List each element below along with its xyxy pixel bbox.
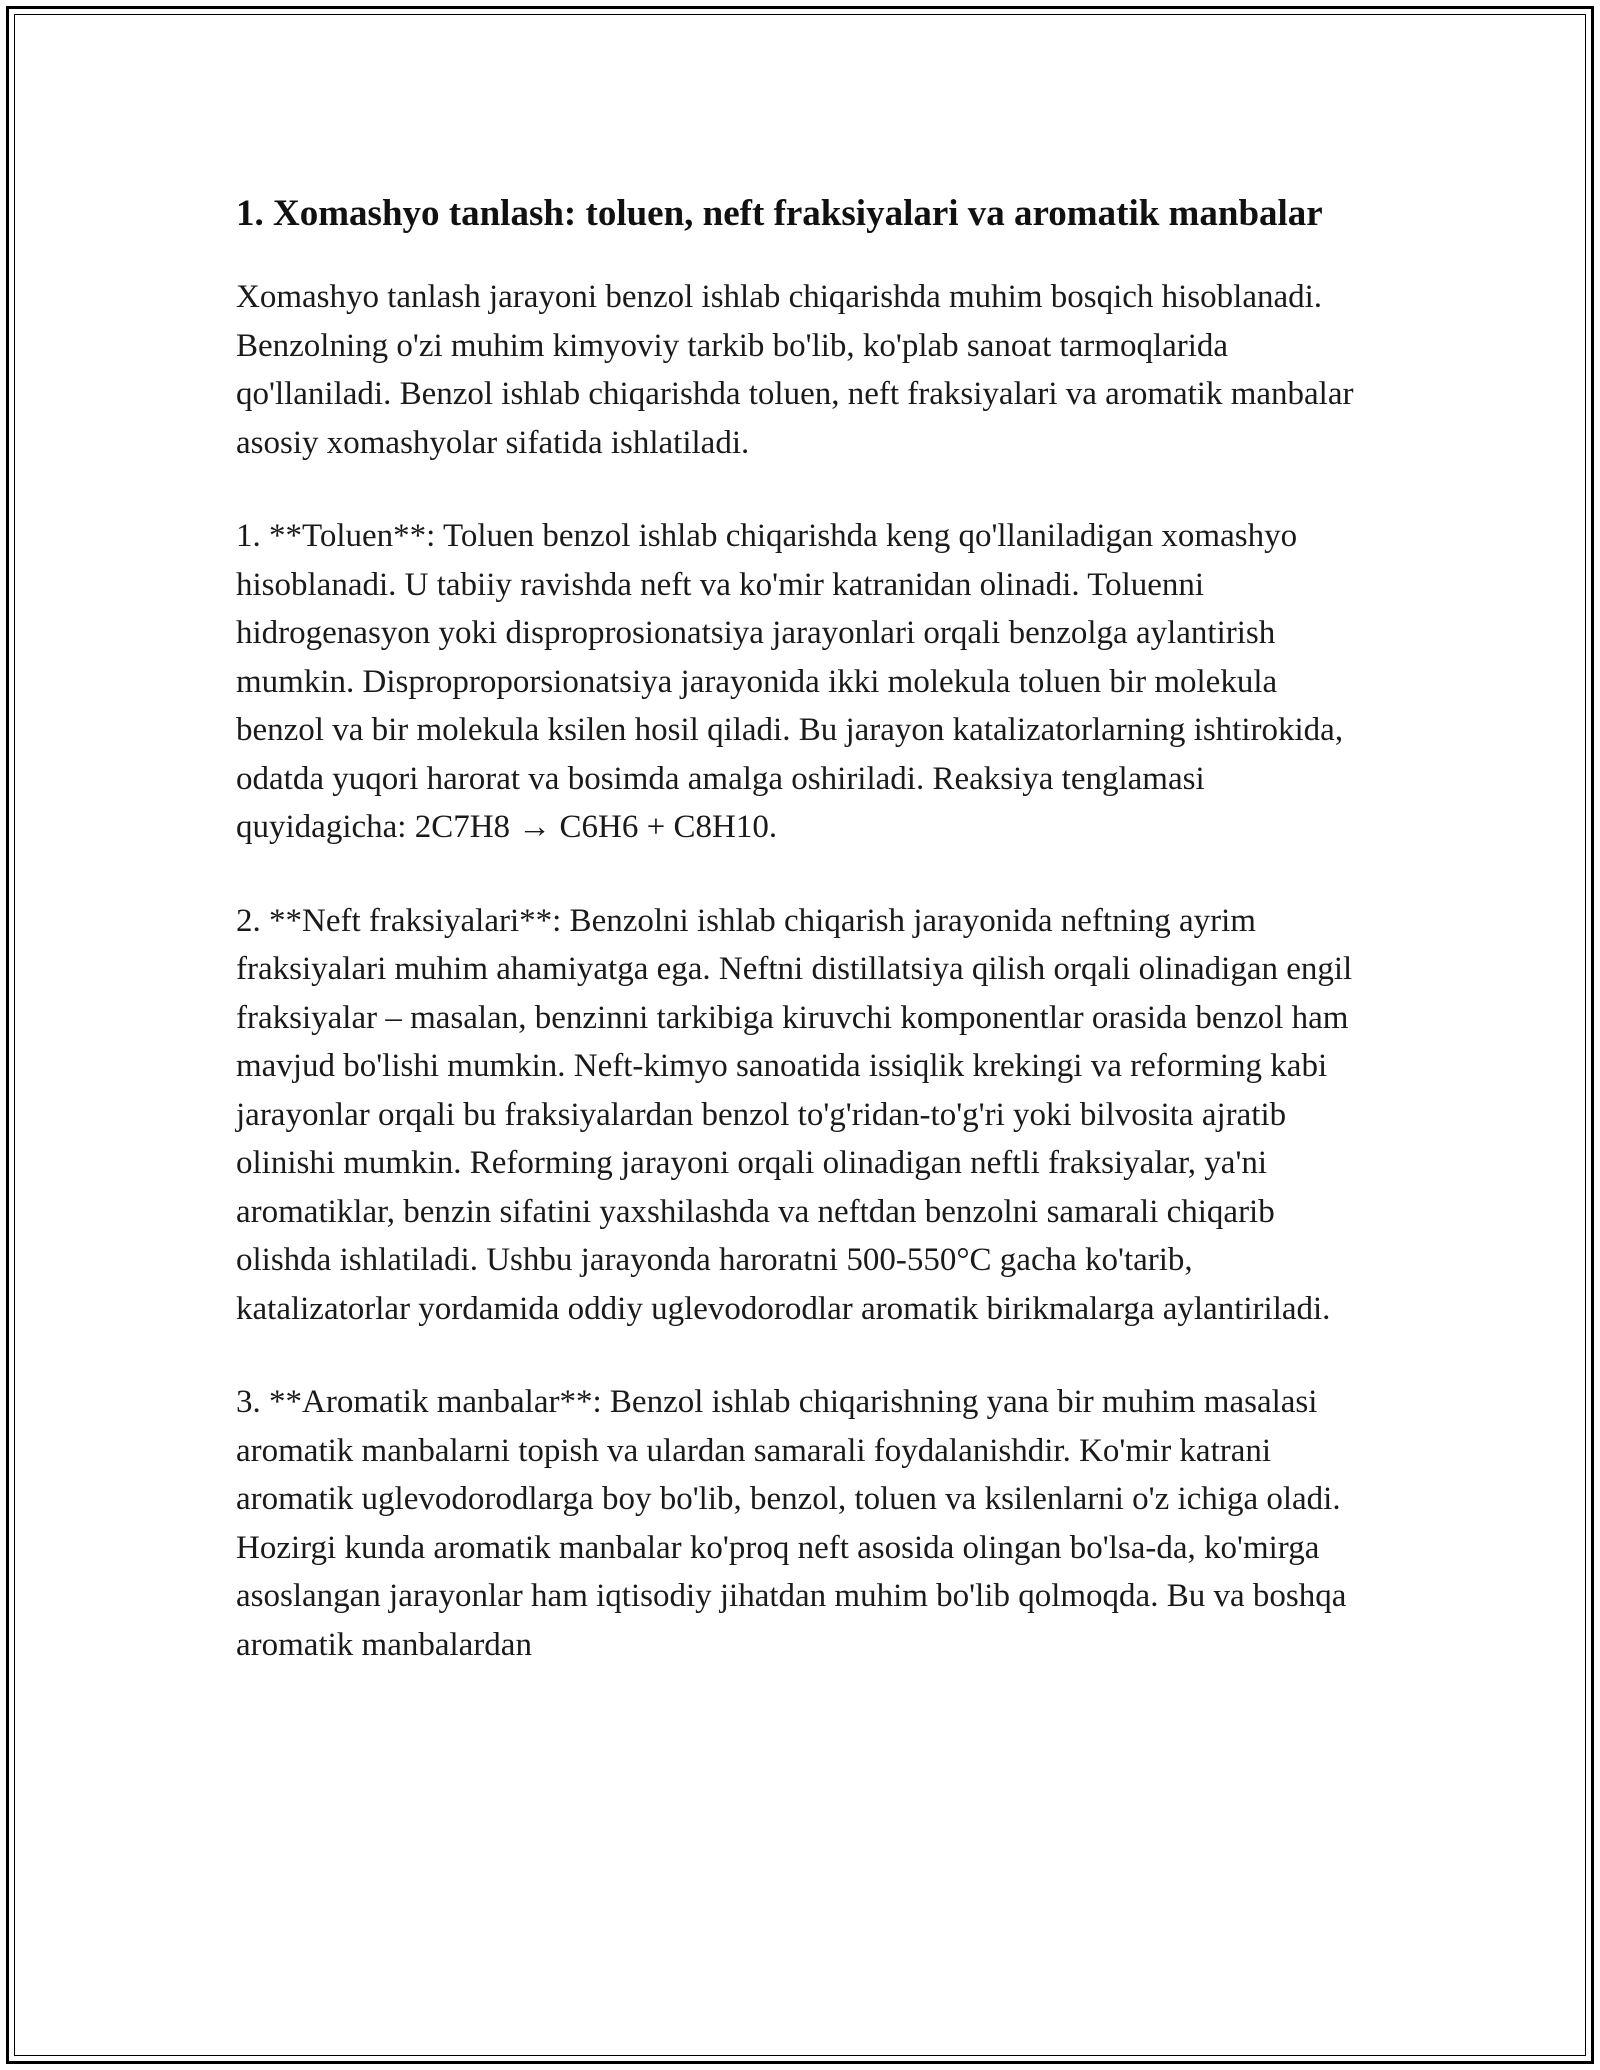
- toluen-paragraph: 1. **Toluen**: Toluen benzol ishlab chiqarishda keng qo'llaniladigan xomashyo hisoblanadi. U tabiiy ravishda neft va ko'mir katranidan olinadi. Toluenni hidrogenasyon yoki disproprosionatsiya jarayonlari orqali benzolga aylantirish mumkin. Disproproporsionatsiya jarayonida ikki molekula toluen bir molekula benzol va bir molekula ksilen hosil qiladi. Bu jarayon katalizatorlarning ishtirokida, odatda yuqori harorat va bosimda amalga oshiriladi. Reaksiya tenglamasi quyidagicha: 2C7H8 → C6H6 + C8H10.: [236, 518, 1344, 845]
- section-heading: 1. Xomashyo tanlash: toluen, neft fraksiyalari va aromatik manbalar: [236, 193, 1323, 234]
- neft-fraksiyalari-paragraph: 2. **Neft fraksiyalari**: Benzolni ishlab chiqarish jarayonida neftning ayrim fraksiyalari muhim ahamiyatga ega. Neftni distillatsiya qilish orqali olinadigan engil fraksiyalar – masalan, benzinni tarkibiga kiruvchi komponentlar orasida benzol ham mavjud bo'lishi mumkin. Neft-kimyo sanoatida issiqlik krekingi va reforming kabi jarayonlar orqali bu fraksiyalardan benzol to'g'ridan-to'g'ri yoki bilvosita ajratib olinishi mumkin. Reforming jarayoni orqali olinadigan neftli fraksiyalar, ya'ni aromatiklar, benzin sifatini yaxshilashda va neftdan benzolni samarali chiqarib olishda ishlatiladi. Ushbu jarayonda haroratni 500-550°C gacha ko'tarib, katalizatorlar yordamida oddiy uglevodorodlar aromatik birikmalarga aylantiriladi.: [236, 902, 1353, 1327]
- intro-paragraph: Xomashyo tanlash jarayoni benzol ishlab chiqarishda muhim bosqich hisoblanadi. Benzolning o'zi muhim kimyoviy tarkib bo'lib, ko'plab sanoat tarmoqlarida qo'llaniladi. Benzol ishlab chiqarishda toluen, neft fraksiyalari va aromatik manbalar asosiy xomashyolar sifatida ishlatiladi.: [236, 279, 1354, 461]
- document-body: [236, 186, 1370, 1714]
- aromatik-manbalar-paragraph: 3. **Aromatik manbalar**: Benzol ishlab chiqarishning yana bir muhim masalasi aromatik manbalarni topish va ulardan samarali foydalanishdir. Ko'mir katrani aromatik uglevodorodlarga boy bo'lib, benzol, toluen va ksilenlarni o'z ichiga oladi. Hozirgi kunda aromatik manbalar ko'proq neft asosida olingan bo'lsa-da, ko'mirga asoslangan jarayonlar ham iqtisodiy jihatdan muhim bo'lib qolmoqda. Bu va boshqa aromatik manbalardan: [236, 1384, 1347, 1663]
